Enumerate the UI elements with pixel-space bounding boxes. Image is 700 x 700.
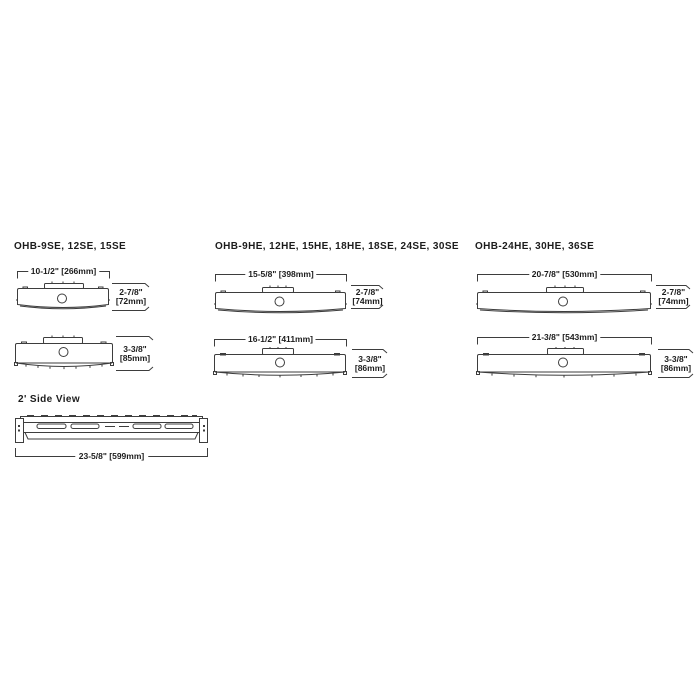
dimension-label-inches: 3-3/8" xyxy=(123,343,147,354)
dimension-label-mm: [72mm] xyxy=(115,296,147,306)
height-dimension-deep-24he xyxy=(658,349,694,378)
dimension-label: 21-3/8" [543mm] xyxy=(529,333,600,342)
height-dimension-deep-he xyxy=(352,349,388,378)
dimension-label-mm: [74mm] xyxy=(352,296,383,306)
side-view-title: 2' Side View xyxy=(18,394,81,405)
width-dimension-deep-24he xyxy=(477,332,652,345)
dimension-label-inches: 2-7/8" xyxy=(355,287,380,297)
dimension-label: 23-5/8" [599mm] xyxy=(75,452,148,461)
dimension-label: 16-1/2" [411mm] xyxy=(245,335,316,344)
width-dimension-side-view xyxy=(15,448,208,461)
dimension-label-mm: [85mm] xyxy=(119,352,151,363)
dimension-label: 15-5/8" [398mm] xyxy=(245,270,316,279)
fixture-end-view-shallow-se xyxy=(16,281,110,314)
dimension-label: 10-1/2" [266mm] xyxy=(28,267,99,276)
width-dimension-shallow-he xyxy=(215,269,347,282)
fixture-end-view-shallow-he xyxy=(214,285,347,318)
width-dimension-deep-he xyxy=(214,334,347,347)
width-dimension-shallow-se xyxy=(17,266,110,279)
height-dimension-shallow-he xyxy=(351,285,384,309)
dimension-label-mm: [74mm] xyxy=(658,296,689,306)
height-dimension-deep-se xyxy=(116,336,154,371)
dimension-label-mm: [86mm] xyxy=(354,362,386,373)
height-dimension-shallow-24he xyxy=(656,285,691,309)
dimension-label-inches: 3-3/8" xyxy=(358,353,382,364)
width-dimension-shallow-24he xyxy=(477,269,652,282)
fixture-end-view-shallow-24he xyxy=(476,285,652,318)
dimension-label-inches: 2-7/8" xyxy=(119,287,143,297)
section-title-ohb-24he: OHB-24HE, 30HE, 36SE xyxy=(475,241,595,252)
fixture-end-view-deep-se xyxy=(14,334,114,373)
fixture-end-view-deep-24he xyxy=(476,347,652,380)
fixture-end-view-deep-he xyxy=(213,347,347,380)
dimension-label-inches: 2-7/8" xyxy=(661,287,686,297)
dimension-label-inches: 3-3/8" xyxy=(664,353,688,364)
fixture-side-view xyxy=(15,412,208,445)
dimension-label-mm: [86mm] xyxy=(660,362,692,373)
height-dimension-shallow-se xyxy=(112,283,150,311)
section-title-ohb-se: OHB-9SE, 12SE, 15SE xyxy=(14,241,127,252)
section-title-ohb-he: OHB-9HE, 12HE, 15HE, 18HE, 18SE, 24SE, 30SE xyxy=(215,241,459,252)
dimension-label: 20-7/8" [530mm] xyxy=(529,270,600,279)
